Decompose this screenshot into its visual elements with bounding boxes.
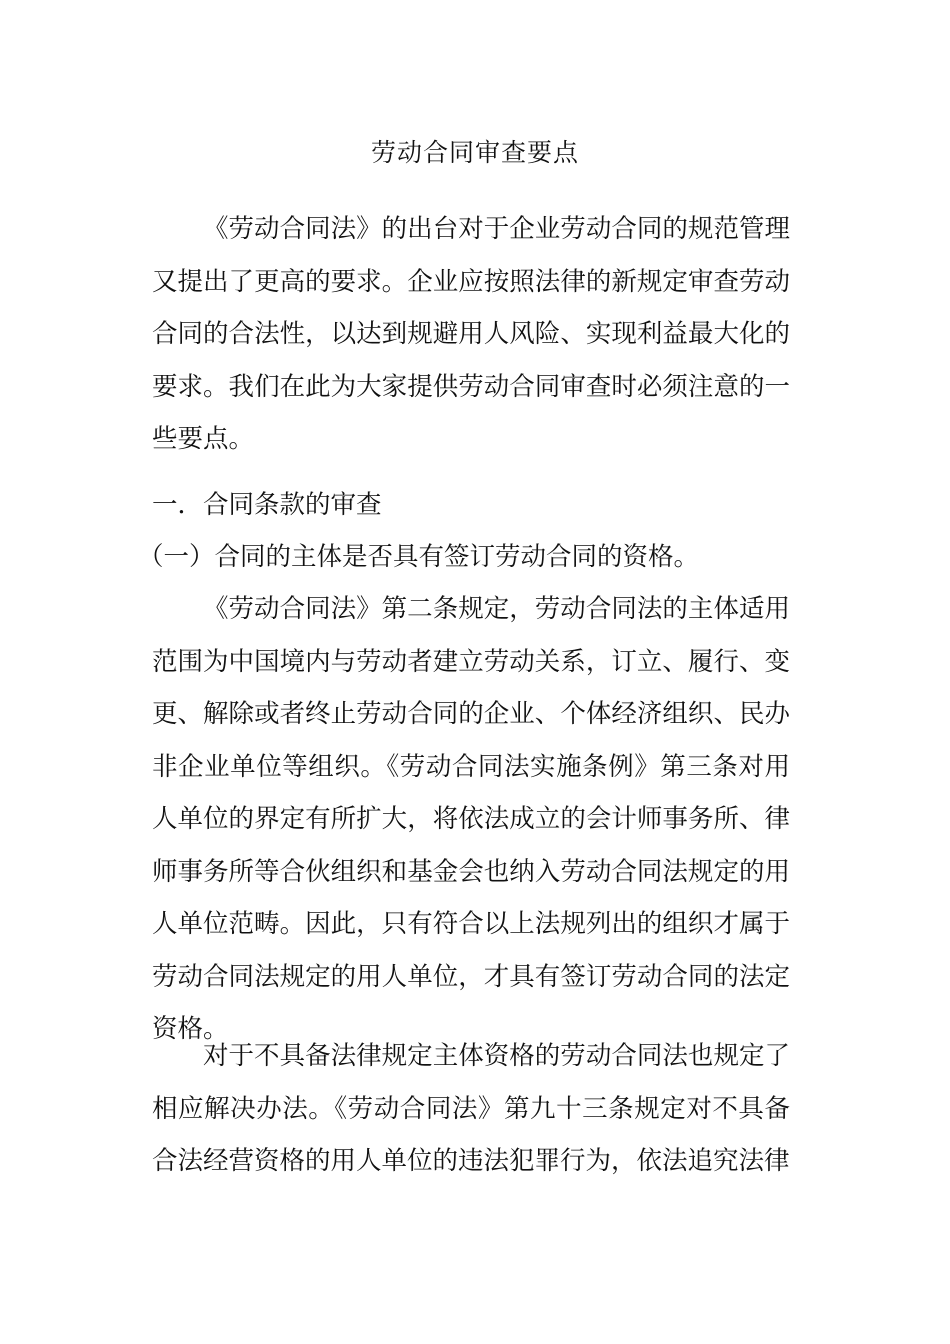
intro-paragraph: 《劳动合同法》的出台对于企业劳动合同的规范管理又提出了更高的要求。企业应按照法律的新规定审查劳动合同的合法性，以达到规避用人风险、实现利益最大化的要求。我们在此为大家提供劳动合同审查时必须注意的一些要点。 bbox=[152, 214, 790, 454]
body-paragraph: 对于不具备法律规定主体资格的劳动合同法也规定了相应解决办法。《劳动合同法》第九十三条规定对不具备合法经营资格的用人单位的违法犯罪行为，依法追究法律 bbox=[152, 1041, 790, 1176]
subsection-heading: （一）合同的主体是否具有签订劳动合同的资格。 bbox=[138, 542, 700, 572]
section-heading: 一．合同条款的审查 bbox=[152, 490, 382, 520]
document-title: 劳动合同审查要点 bbox=[370, 138, 579, 167]
body-paragraph: 《劳动合同法》第二条规定，劳动合同法的主体适用范围为中国境内与劳动者建立劳动关系，订立、履行、变更、解除或者终止劳动合同的企业、个体经济组织、民办非企业单位等组织。《劳动合同法实施条例》第三条对用人单位的界定有所扩大，将依法成立的会计师事务所、律师事务所等合伙组织和基金会也纳入劳动合同法规定的用人单位范畴。因此，只有符合以上法规列出的组织才属于劳动合同法规定的用人单位，才具有签订劳动合同的法定资格。 bbox=[152, 594, 790, 1044]
